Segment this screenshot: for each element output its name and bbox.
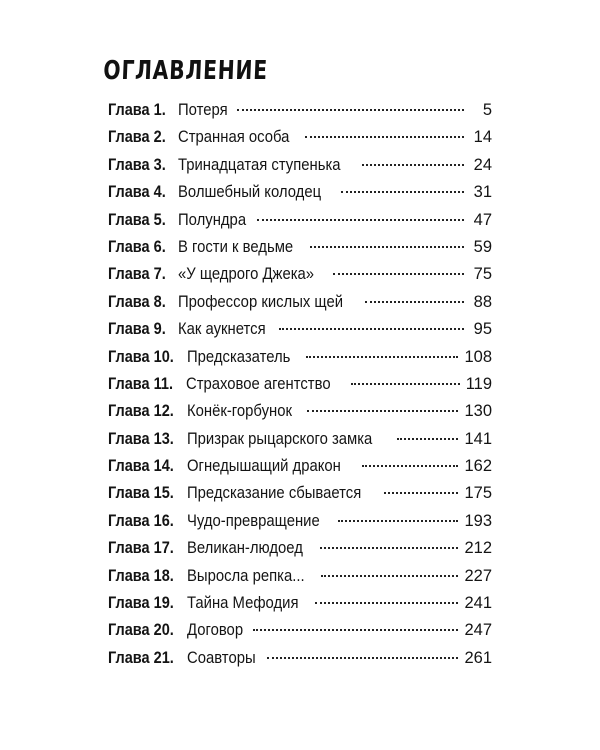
chapter-title: В гости к ведьме [177, 237, 293, 256]
chapter-title: Потеря [177, 101, 228, 119]
dot-leader [362, 465, 459, 467]
chapter-title: Великан-людоед [186, 539, 303, 558]
page-number: 75 [473, 265, 492, 284]
page-number: 88 [473, 292, 492, 311]
chapter-title: Тринадцатая ступенька [177, 155, 341, 174]
toc-entry-16[interactable] [108, 512, 492, 539]
page-title: ОГЛАВЛЕНИЕ [102, 56, 269, 86]
chapter-title: Профессор кислых щей [177, 292, 343, 311]
dot-leader [279, 328, 464, 330]
toc-entry-12[interactable] [108, 402, 492, 429]
toc-entry-5[interactable] [108, 211, 492, 238]
dot-leader [310, 246, 464, 248]
page-number: 59 [473, 237, 492, 256]
chapter-title: Как аукнется [177, 320, 266, 339]
dot-leader [307, 410, 458, 412]
chapter-number: Глава 10. [108, 347, 174, 366]
page-number: 5 [482, 101, 492, 119]
chapter-number: Глава 16. [108, 511, 174, 530]
toc-entry-19[interactable] [108, 594, 492, 621]
dot-leader [351, 383, 460, 385]
dot-leader [237, 109, 464, 111]
dot-leader [333, 273, 464, 275]
chapter-title: Выросла репка... [186, 566, 305, 585]
page-number: 212 [464, 539, 492, 558]
toc-entry-3[interactable] [108, 156, 492, 183]
toc-entry-1[interactable] [108, 101, 492, 128]
chapter-number: Глава 6. [108, 237, 166, 256]
chapter-number: Глава 14. [108, 457, 174, 476]
page-number: 95 [473, 320, 492, 339]
toc-entry-8[interactable] [108, 293, 492, 320]
chapter-title: Тайна Мефодия [186, 594, 299, 613]
dot-leader [341, 191, 464, 193]
page-number: 47 [473, 210, 492, 229]
chapter-title: «У щедрого Джека» [177, 265, 314, 284]
chapter-title: Призрак рыцарского замка [186, 429, 373, 448]
page-number: 162 [464, 457, 492, 476]
chapter-number: Глава 13. [108, 429, 174, 448]
dot-leader [305, 136, 464, 138]
chapter-number: Глава 3. [108, 155, 166, 174]
chapter-number: Глава 18. [108, 566, 174, 585]
page-number: 119 [465, 374, 492, 393]
page-number: 31 [473, 183, 492, 202]
dot-leader [253, 629, 458, 631]
toc-entry-17[interactable] [108, 539, 492, 566]
chapter-title: Странная особа [177, 128, 290, 147]
dot-leader [315, 602, 459, 604]
toc-entry-4[interactable] [108, 183, 492, 210]
chapter-number: Глава 2. [108, 128, 166, 147]
dot-leader [320, 547, 459, 549]
chapter-title: Конёк-горбунок [186, 402, 292, 421]
chapter-number: Глава 4. [108, 183, 166, 202]
toc-entry-6[interactable] [108, 238, 492, 265]
page-number: 24 [473, 155, 492, 174]
chapter-title: Волшебный колодец [177, 183, 321, 202]
table-of-contents [108, 101, 492, 676]
chapter-number: Глава 20. [108, 621, 174, 640]
chapter-title: Огнедышащий дракон [186, 457, 341, 476]
chapter-number: Глава 5. [108, 210, 166, 229]
toc-entry-14[interactable] [108, 457, 492, 484]
dot-leader [267, 657, 458, 659]
chapter-title: Полундра [177, 210, 246, 229]
toc-entry-10[interactable] [108, 348, 492, 375]
toc-entry-20[interactable] [108, 621, 492, 648]
page-number: 247 [464, 621, 492, 640]
chapter-number: Глава 19. [108, 594, 174, 613]
chapter-number: Глава 11. [108, 374, 174, 393]
chapter-title: Договор [186, 621, 243, 640]
dot-leader [362, 164, 464, 166]
chapter-title: Страховое агентство [185, 374, 331, 393]
page-number: 175 [464, 484, 492, 503]
chapter-title: Предсказатель [186, 347, 291, 366]
page-number: 130 [464, 402, 492, 421]
toc-entry-2[interactable] [108, 128, 492, 155]
dot-leader [306, 356, 459, 358]
chapter-number: Глава 21. [108, 648, 174, 667]
toc-entry-21[interactable] [108, 649, 492, 676]
dot-leader [397, 438, 459, 440]
toc-entry-7[interactable] [108, 265, 492, 292]
page-number: 241 [464, 594, 492, 613]
page-number: 108 [464, 347, 492, 366]
chapter-title: Чудо-превращение [186, 511, 320, 530]
dot-leader [257, 219, 464, 221]
chapter-number: Глава 1. [108, 101, 166, 119]
toc-entry-13[interactable] [108, 430, 492, 457]
page-number: 14 [473, 128, 492, 147]
chapter-number: Глава 9. [108, 320, 166, 339]
toc-entry-9[interactable] [108, 320, 492, 347]
page-number: 141 [464, 429, 492, 448]
toc-entry-15[interactable] [108, 484, 492, 511]
dot-leader [321, 575, 458, 577]
page-number: 193 [464, 511, 492, 530]
dot-leader [338, 520, 458, 522]
chapter-title: Соавторы [186, 648, 256, 667]
page-number: 227 [464, 566, 492, 585]
chapter-number: Глава 15. [108, 484, 174, 503]
page-number: 261 [464, 648, 492, 667]
chapter-title: Предсказание сбывается [186, 484, 362, 503]
dot-leader [365, 301, 464, 303]
chapter-number: Глава 12. [108, 402, 174, 421]
chapter-number: Глава 8. [108, 292, 166, 311]
toc-entry-18[interactable] [108, 567, 492, 594]
chapter-number: Глава 17. [108, 539, 174, 558]
chapter-number: Глава 7. [108, 265, 166, 284]
dot-leader [384, 492, 458, 494]
toc-entry-11[interactable] [108, 375, 492, 402]
